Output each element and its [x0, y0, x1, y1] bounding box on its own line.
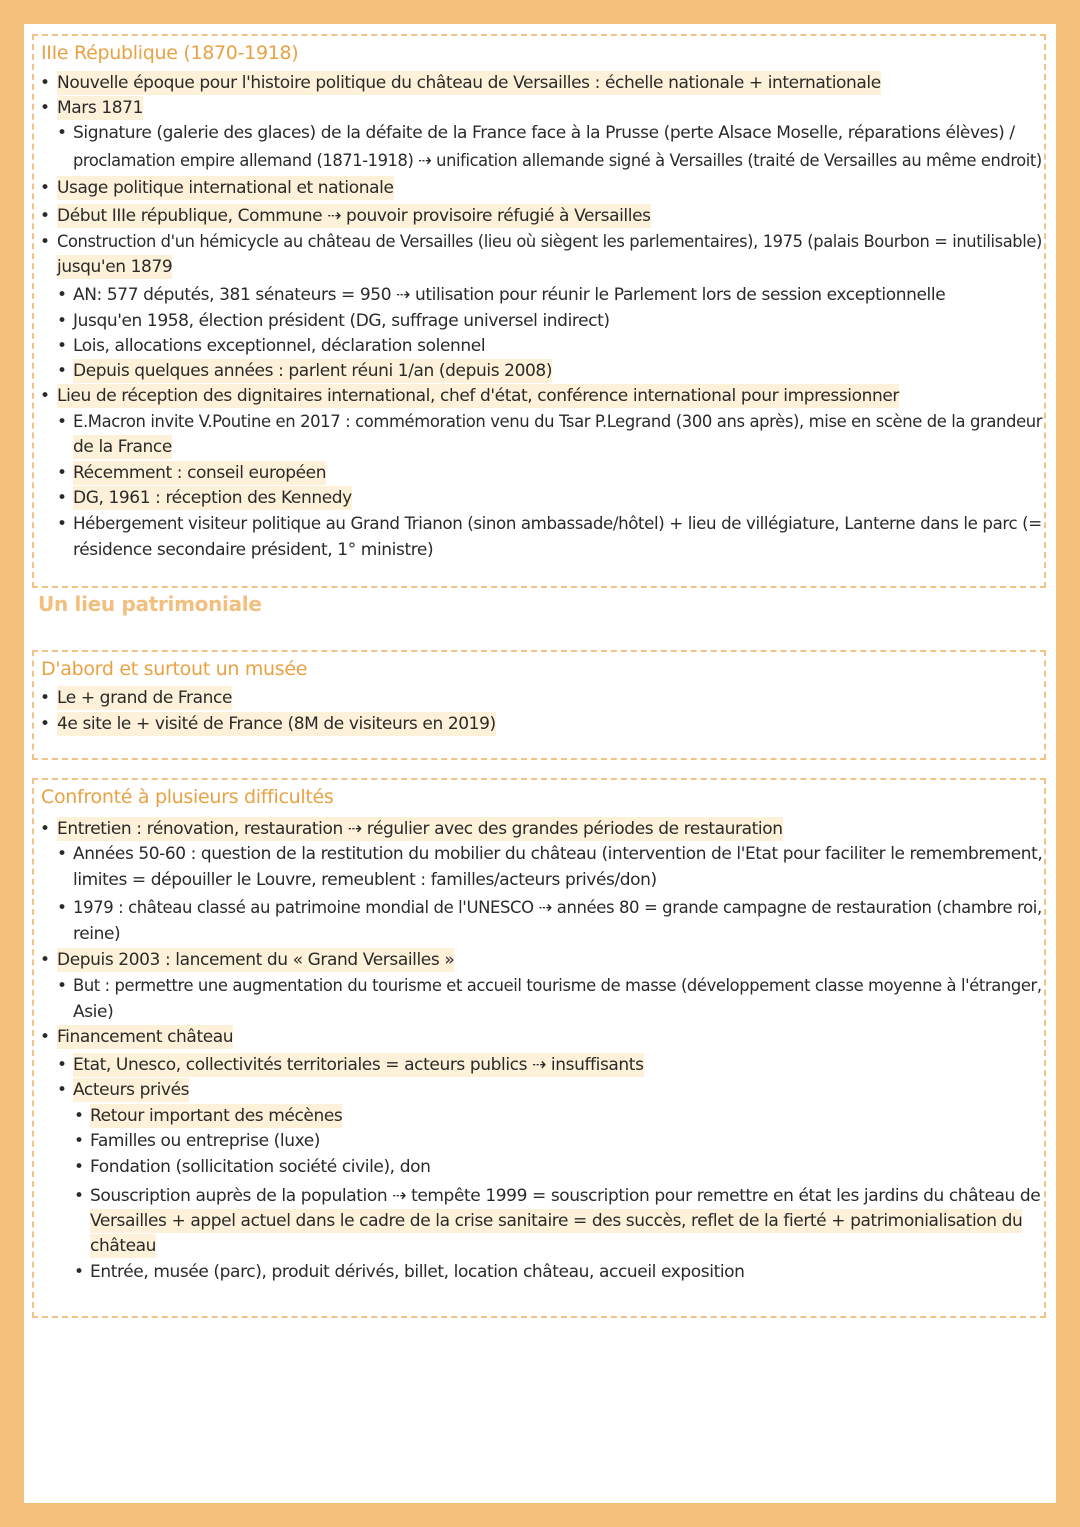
bullet-dot: •: [74, 1106, 85, 1126]
bullet-dot: •: [40, 386, 51, 406]
note-line: DG, 1961 : réception des Kennedy: [73, 488, 352, 508]
bullet-dot: •: [74, 1262, 85, 1282]
bullet-dot: •: [40, 714, 51, 734]
note-line: Fondation (sollicitation société civile), don: [90, 1157, 431, 1177]
bullet-dot: •: [40, 950, 51, 970]
bullet-dot: •: [57, 1080, 68, 1100]
bullet-dot: •: [40, 1027, 51, 1047]
note-line: Acteurs privés: [73, 1080, 190, 1100]
note-line: Depuis 2003 : lancement du « Grand Versailles »: [57, 950, 455, 970]
note-line: Le + grand de France: [57, 688, 233, 708]
note-line: proclamation empire allemand (1871-1918) ⇢ unification allemande signé à Versailles (traité de Versailles au même endroit): [73, 151, 1042, 171]
note-line: 4e site le + visité de France (8M de visiteurs en 2019): [57, 714, 496, 734]
note-line: Nouvelle époque pour l'histoire politique du château de Versailles : échelle nationale + internationale: [57, 73, 881, 93]
note-line: Versailles + appel actuel dans le cadre de la crise sanitaire = des succès, reflet de la fierté + patrimonialisation du: [90, 1211, 1023, 1231]
note-line: E.Macron invite V.Poutine en 2017 : commémoration venu du Tsar P.Legrand (300 ans après), mise en scène de la grandeur: [73, 412, 1043, 432]
bullet-dot: •: [57, 1055, 68, 1075]
bullet-dot: •: [57, 463, 68, 483]
note-line: Début IIIe république, Commune ⇢ pouvoir provisoire réfugié à Versailles: [57, 206, 651, 226]
bullet-dot: •: [57, 311, 68, 331]
note-line: AN: 577 députés, 381 sénateurs = 950 ⇢ utilisation pour réunir le Parlement lors de session exceptionnelle: [73, 285, 946, 305]
section-title: IIIe République (1870-1918): [41, 42, 299, 64]
bullet-dot: •: [57, 336, 68, 356]
note-line: Usage politique international et nationale: [57, 178, 394, 198]
bullet-dot: •: [40, 688, 51, 708]
note-line: Souscription auprès de la population ⇢ tempête 1999 = souscription pour remettre en état les jardins du château de: [90, 1186, 1041, 1206]
bullet-dot: •: [57, 514, 68, 534]
section-title: D'abord et surtout un musée: [41, 658, 308, 680]
note-line: résidence secondaire président, 1° ministre): [73, 540, 434, 560]
note-line: Construction d'un hémicycle au château de Versailles (lieu où siègent les parlementaires), 1975 (palais Bourbon = inutilisable): [57, 232, 1042, 252]
bullet-dot: •: [40, 232, 51, 252]
note-line: Années 50-60 : question de la restitution du mobilier du château (intervention de l'Etat pour faciliter le remembrement,: [73, 844, 1043, 864]
note-line: Entretien : rénovation, restauration ⇢ régulier avec des grandes périodes de restauration: [57, 819, 783, 839]
bullet-dot: •: [57, 844, 68, 864]
note-page: [24, 24, 1056, 1503]
note-line: Etat, Unesco, collectivités territoriales = acteurs publics ⇢ insuffisants: [73, 1055, 644, 1075]
note-line: Familles ou entreprise (luxe): [90, 1131, 321, 1151]
bullet-dot: •: [40, 206, 51, 226]
note-line: jusqu'en 1879: [57, 257, 173, 277]
bullet-dot: •: [57, 285, 68, 305]
bullet-dot: •: [57, 976, 68, 996]
note-line: Hébergement visiteur politique au Grand Trianon (sinon ambassade/hôtel) + lieu de villégiature, Lanterne dans le parc (=: [73, 514, 1042, 534]
note-line: Lois, allocations exceptionnel, déclaration solennel: [73, 336, 486, 356]
note-line: limites = dépouiller le Louvre, remeublent : familles/acteurs privés/don): [73, 870, 657, 890]
bullet-dot: •: [74, 1157, 85, 1177]
note-line: But : permettre une augmentation du tourisme et accueil tourisme de masse (développement classe moyenne à l'étranger,: [73, 976, 1042, 996]
bullet-dot: •: [74, 1131, 85, 1151]
note-line: Signature (galerie des glaces) de la défaite de la France face à la Prusse (perte Alsace Moselle, réparations élèves) /: [73, 123, 1015, 143]
bullet-dot: •: [57, 361, 68, 381]
bullet-dot: •: [57, 412, 68, 432]
note-line: Asie): [73, 1002, 114, 1022]
bullet-dot: •: [40, 73, 51, 93]
bullet-dot: •: [57, 123, 68, 143]
note-line: Entrée, musée (parc), produit dérivés, billet, location château, accueil exposition: [90, 1262, 745, 1282]
note-line: de la France: [73, 437, 172, 457]
section-heading: Un lieu patrimoniale: [38, 592, 262, 616]
bullet-dot: •: [74, 1186, 85, 1206]
note-line: Financement château: [57, 1027, 234, 1047]
note-line: château: [90, 1236, 157, 1256]
bullet-dot: •: [40, 178, 51, 198]
bullet-dot: •: [40, 98, 51, 118]
note-line: reine): [73, 924, 121, 944]
note-line: Mars 1871: [57, 98, 143, 118]
note-line: Retour important des mécènes: [90, 1106, 343, 1126]
bullet-dot: •: [40, 819, 51, 839]
note-line: Jusqu'en 1958, élection président (DG, suffrage universel indirect): [73, 311, 610, 331]
note-line: 1979 : château classé au patrimoine mondial de l'UNESCO ⇢ années 80 = grande campagne de restauration (chambre roi,: [73, 898, 1042, 918]
bullet-dot: •: [57, 898, 68, 918]
bullet-dot: •: [57, 488, 68, 508]
section-title: Confronté à plusieurs difficultés: [41, 786, 334, 808]
note-line: Récemment : conseil européen: [73, 463, 327, 483]
note-line: Depuis quelques années : parlent réuni 1/an (depuis 2008): [73, 361, 553, 381]
note-line: Lieu de réception des dignitaires international, chef d'état, conférence international pour impressionner: [57, 386, 900, 406]
